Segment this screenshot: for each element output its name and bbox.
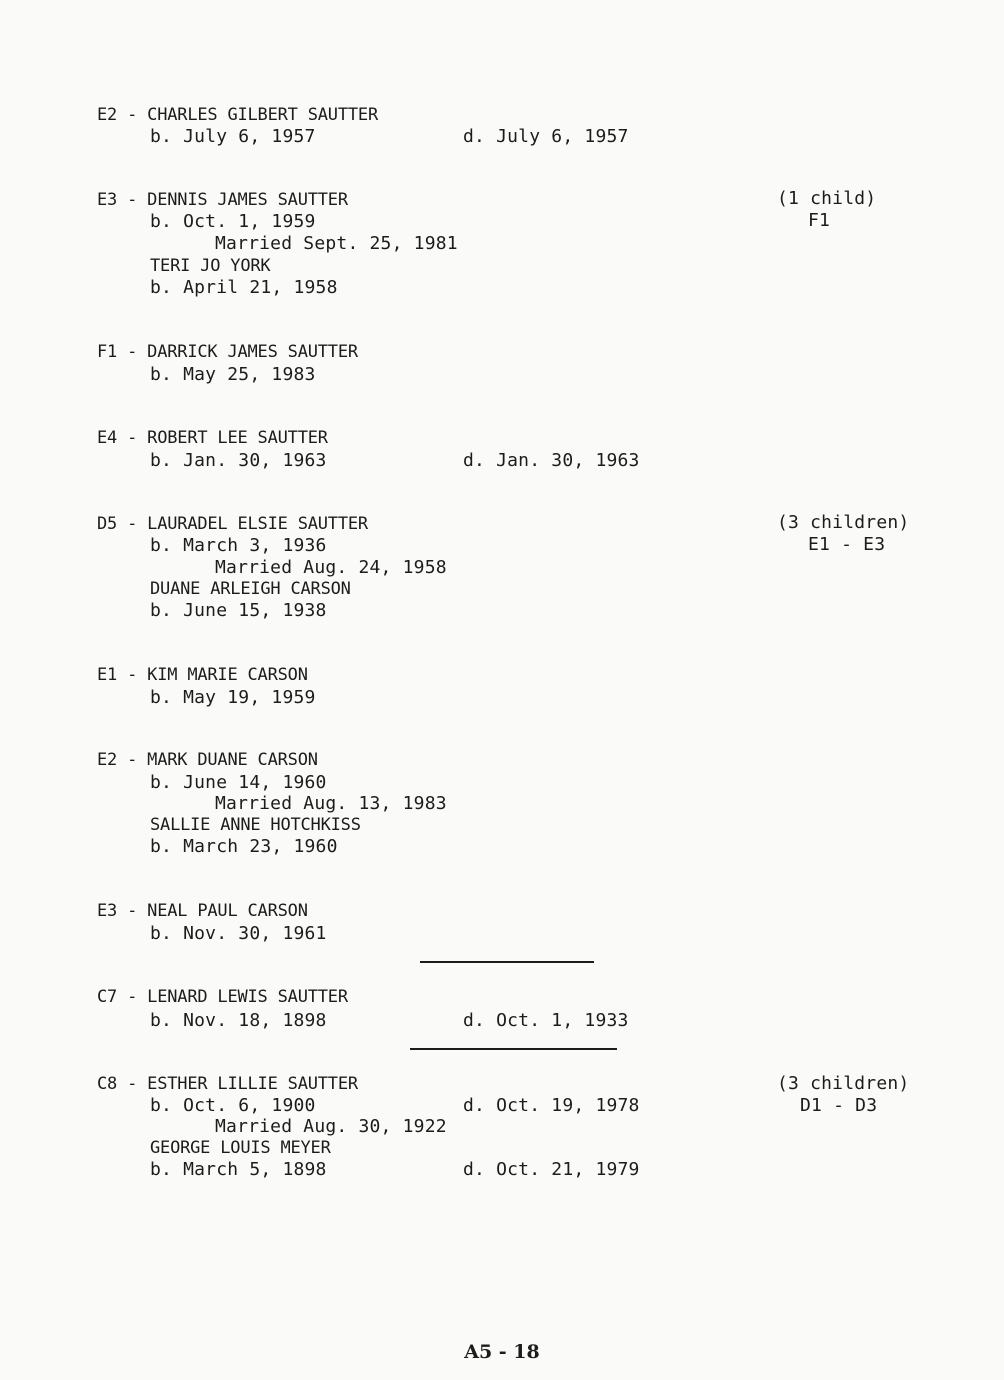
entry-marriage: Married Sept. 25, 1981 xyxy=(215,233,458,254)
page-number: A5 - 18 xyxy=(464,1341,540,1363)
entry-heading: E4 - ROBERT LEE SAUTTER xyxy=(97,428,328,448)
entry-birth: b. Nov. 30, 1961 xyxy=(150,923,327,944)
entry-children-count: (1 child) xyxy=(777,188,877,209)
entry-birth: b. July 6, 1957 xyxy=(150,126,316,147)
entry-death: d. Oct. 19, 1978 xyxy=(463,1095,640,1116)
entry-children-range: F1 xyxy=(808,210,831,231)
entry-death: d. Jan. 30, 1963 xyxy=(463,450,640,471)
entry-marriage: Married Aug. 13, 1983 xyxy=(215,793,447,814)
entry-birth: b. March 3, 1936 xyxy=(150,535,327,556)
entry-heading: E3 - DENNIS JAMES SAUTTER xyxy=(97,190,348,210)
entry-spouse-birth: b. March 23, 1960 xyxy=(150,836,338,857)
section-divider xyxy=(410,1048,617,1050)
entry-death: d. Oct. 1, 1933 xyxy=(463,1010,629,1031)
entry-birth: b. Oct. 1, 1959 xyxy=(150,211,316,232)
entry-spouse-death: d. Oct. 21, 1979 xyxy=(463,1159,640,1180)
section-divider xyxy=(420,961,594,963)
entry-heading: F1 - DARRICK JAMES SAUTTER xyxy=(97,342,358,362)
entry-spouse: GEORGE LOUIS MEYER xyxy=(150,1138,331,1158)
entry-marriage: Married Aug. 24, 1958 xyxy=(215,557,447,578)
entry-spouse: SALLIE ANNE HOTCHKISS xyxy=(150,815,361,835)
entry-birth: b. May 19, 1959 xyxy=(150,687,316,708)
entry-children-range: D1 - D3 xyxy=(800,1095,878,1116)
entry-spouse-birth: b. March 5, 1898 xyxy=(150,1159,327,1180)
entry-spouse: TERI JO YORK xyxy=(150,256,271,276)
entry-children-range: E1 - E3 xyxy=(808,534,886,555)
entry-heading: E2 - MARK DUANE CARSON xyxy=(97,750,318,770)
entry-heading: E3 - NEAL PAUL CARSON xyxy=(97,901,308,921)
entry-children-count: (3 children) xyxy=(777,512,910,533)
entry-spouse-birth: b. April 21, 1958 xyxy=(150,277,338,298)
entry-birth: b. May 25, 1983 xyxy=(150,364,316,385)
entry-marriage: Married Aug. 30, 1922 xyxy=(215,1116,447,1137)
entry-birth: b. June 14, 1960 xyxy=(150,772,327,793)
entry-children-count: (3 children) xyxy=(777,1073,910,1094)
entry-heading: E2 - CHARLES GILBERT SAUTTER xyxy=(97,105,378,125)
entry-heading: C7 - LENARD LEWIS SAUTTER xyxy=(97,987,348,1007)
entry-death: d. July 6, 1957 xyxy=(463,126,629,147)
entry-spouse-birth: b. June 15, 1938 xyxy=(150,600,327,621)
entry-birth: b. Oct. 6, 1900 xyxy=(150,1095,316,1116)
entry-birth: b. Jan. 30, 1963 xyxy=(150,450,327,471)
entry-spouse: DUANE ARLEIGH CARSON xyxy=(150,579,351,599)
entry-birth: b. Nov. 18, 1898 xyxy=(150,1010,327,1031)
entry-heading: E1 - KIM MARIE CARSON xyxy=(97,665,308,685)
entry-heading: D5 - LAURADEL ELSIE SAUTTER xyxy=(97,514,368,534)
entry-heading: C8 - ESTHER LILLIE SAUTTER xyxy=(97,1074,358,1094)
